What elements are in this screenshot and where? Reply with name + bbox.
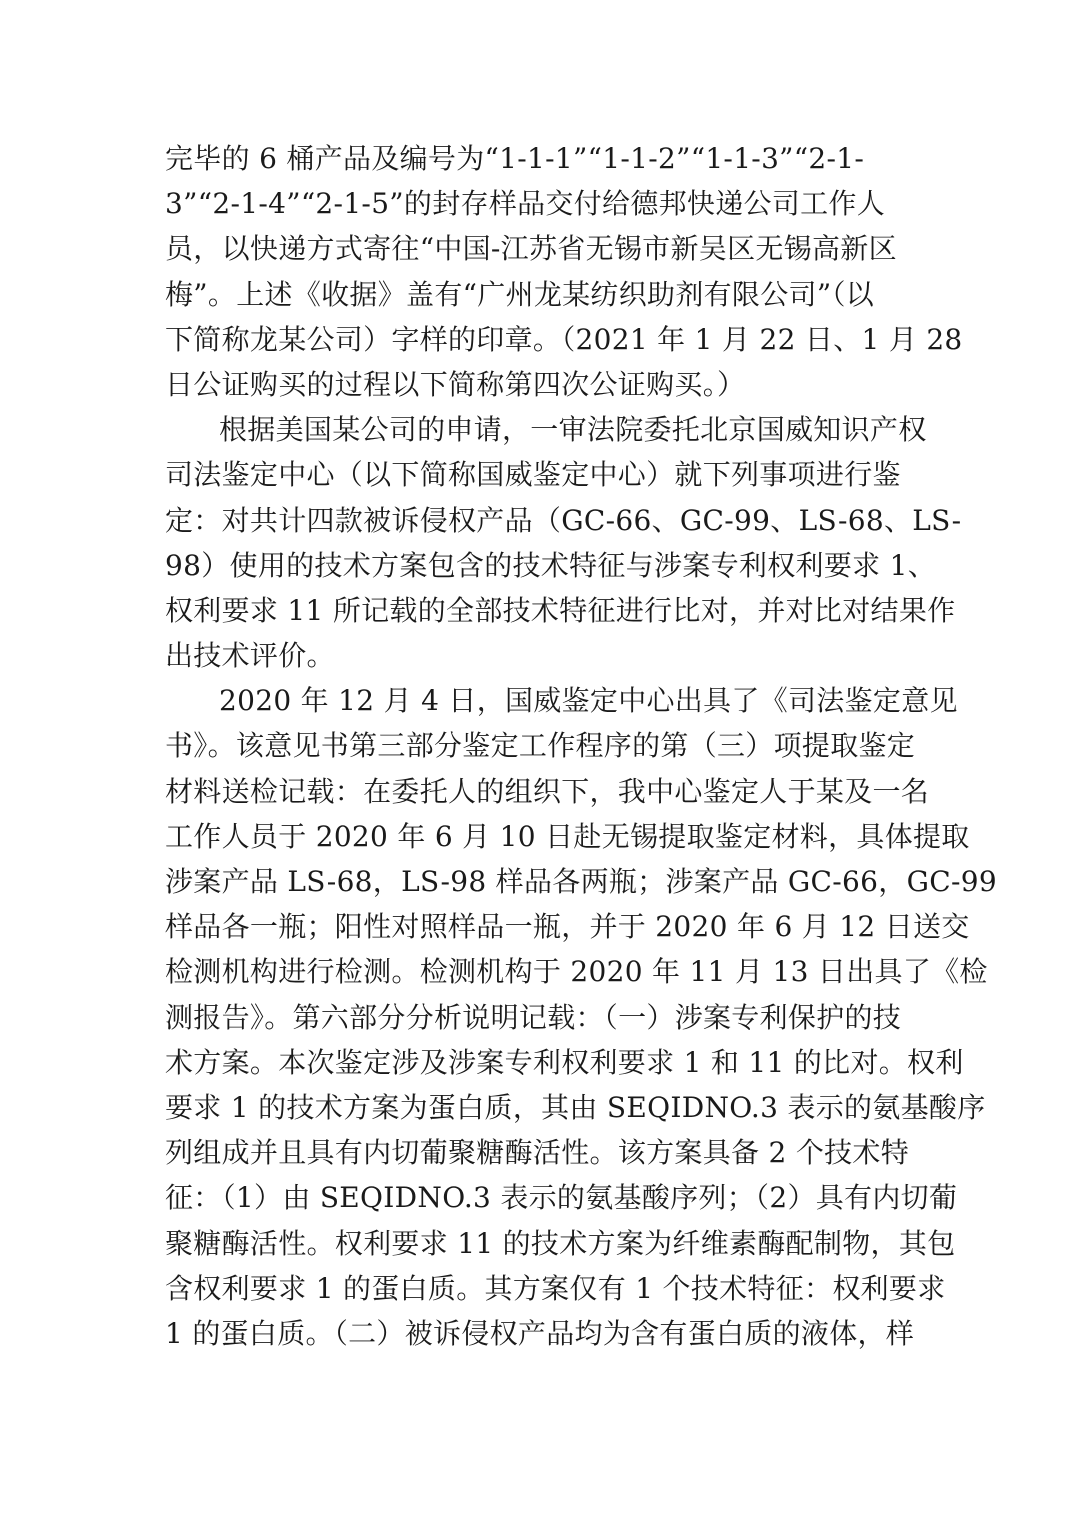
text-line: 员，以快递方式寄往“中国-江苏省无锡市新吴区无锡高新区 bbox=[165, 232, 897, 266]
text-line: 书》。该意见书第三部分鉴定工作程序的第（三）项提取鉴定 bbox=[165, 729, 916, 763]
text-line: 权利要求 11 所记载的全部技术特征进行比对，并对比对结果作 bbox=[165, 593, 956, 627]
document-body bbox=[165, 136, 997, 1356]
text-line: 征：（1）由 SEQIDNO.3 表示的氨基酸序列；（2）具有内切葡 bbox=[165, 1181, 958, 1215]
text-line: 含权利要求 1 的蛋白质。其方案仅有 1 个技术特征：权利要求 bbox=[165, 1271, 946, 1305]
text-line: 98）使用的技术方案包含的技术特征与涉案专利权利要求 1、 bbox=[165, 548, 937, 582]
text-line: 完毕的 6 桶产品及编号为“1-1-1”“1-1-2”“1-1-3”“2-1- bbox=[165, 142, 865, 175]
text-line: 涉案产品 LS-68，LS-98 样品各两瓶；涉案产品 GC-66，GC-99 bbox=[165, 865, 997, 898]
paragraph-first-line: 根据美国某公司的申请，一审法院委托北京国威知识产权 bbox=[219, 413, 927, 447]
text-line: 出技术评价。 bbox=[165, 639, 335, 673]
text-line: 定：对共计四款被诉侵权产品（GC-66、GC-99、LS-68、LS- bbox=[165, 503, 962, 537]
paragraph-first-line: 2020 年 12 月 4 日，国威鉴定中心出具了《司法鉴定意见 bbox=[219, 684, 958, 718]
text-line: 3”“2-1-4”“2-1-5”的封存样品交付给德邦快递公司工作人 bbox=[165, 187, 886, 221]
text-line: 检测机构进行检测。检测机构于 2020 年 11 月 13 日出具了《检 bbox=[165, 955, 988, 989]
text-line: 下简称龙某公司）字样的印章。（2021 年 1 月 22 日、1 月 28 bbox=[165, 322, 963, 356]
text-line: 要求 1 的技术方案为蛋白质，其由 SEQIDNO.3 表示的氨基酸序 bbox=[165, 1090, 986, 1124]
text-line: 列组成并且具有内切葡聚糖酶活性。该方案具备 2 个技术特 bbox=[165, 1136, 910, 1170]
text-line: 梅”。上述《收据》盖有“广州龙某纺织助剂有限公司”（以 bbox=[165, 277, 875, 311]
text-line: 样品各一瓶；阳性对照样品一瓶，并于 2020 年 6 月 12 日送交 bbox=[165, 910, 970, 944]
text-line: 材料送检记载：在委托人的组织下，我中心鉴定人于某及一名 bbox=[165, 774, 930, 808]
text-line: 工作人员于 2020 年 6 月 10 日赴无锡提取鉴定材料，具体提取 bbox=[165, 819, 970, 853]
text-line: 日公证购买的过程以下简称第四次公证购买。） bbox=[165, 367, 746, 401]
text-line: 1 的蛋白质。（二）被诉侵权产品均为含有蛋白质的液体，样 bbox=[165, 1316, 915, 1350]
text-line: 术方案。本次鉴定涉及涉案专利权利要求 1 和 11 的比对。权利 bbox=[165, 1045, 964, 1079]
text-line: 聚糖酶活性。权利要求 11 的技术方案为纤维素酶配制物，其包 bbox=[165, 1226, 956, 1260]
text-line: 司法鉴定中心（以下简称国威鉴定中心）就下列事项进行鉴 bbox=[165, 458, 901, 492]
text-line: 测报告》。第六部分分析说明记载：（一）涉案专利保护的技 bbox=[165, 1000, 902, 1034]
